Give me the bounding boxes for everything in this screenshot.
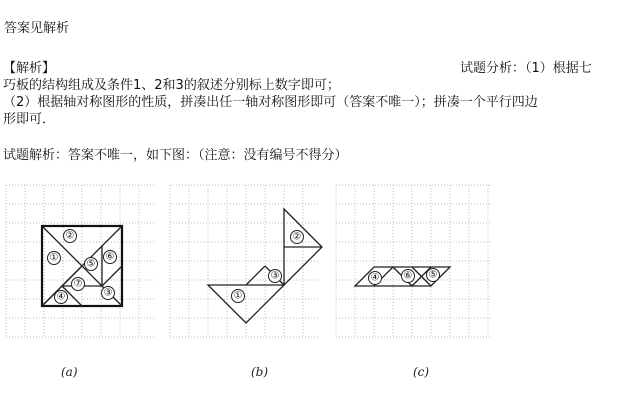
piece-label-6 [402,270,415,283]
analysis-tag: 【解析】 [3,61,56,76]
figure-c-grid [336,185,490,337]
point2-line1: （2）根据轴对称图形的性质，拼凑出任一轴对称图形即可（答案不唯一）；拼凑一个平行四边 [3,95,538,110]
svg-text:②: ② [65,230,75,242]
piece-label-5 [85,258,98,271]
solution-line: 试题解析：答案不唯一，如下图：（注意：没有编号不得分） [3,148,348,163]
svg-text:④: ④ [370,272,380,284]
figure-c-labels [369,269,440,285]
piece-label-6 [104,251,117,264]
svg-text:⑥: ⑥ [403,270,413,282]
svg-text:③: ③ [270,270,280,282]
svg-text:①: ① [233,290,243,302]
answer-heading: 答案见解析 [4,21,70,36]
piece-label-2 [64,230,77,243]
piece-label-4 [369,272,382,285]
point1-start: （1）根据七 [525,61,592,76]
svg-text:④: ④ [56,291,66,303]
figure-b-grid [170,185,320,337]
figure-a-caption: (a) [61,365,78,379]
piece-label-2 [291,231,304,244]
point2-line2: 形即可． [3,112,56,127]
piece-label-5 [427,269,440,282]
piece-label-1 [232,290,245,303]
svg-text:⑤: ⑤ [428,269,438,281]
svg-text:①: ① [49,252,59,264]
analysis-label-text: 试题分析 [460,61,513,76]
figure-a-grid [6,185,155,337]
point1-line2: 巧板的结构组成及条件1、2和3的叙述分别标上数字即可； [3,78,340,93]
piece-label-3 [269,270,282,283]
svg-text:②: ② [292,231,302,243]
svg-text:⑦: ⑦ [73,278,83,290]
svg-text:⑥: ⑥ [105,251,115,263]
svg-text:③: ③ [103,287,113,299]
piece-label-7 [72,278,85,291]
svg-text:⑤: ⑤ [86,258,96,270]
piece-label-3 [102,287,115,300]
piece-label-4 [55,291,68,304]
figure-c-caption: (c) [413,365,430,379]
figure-b-caption: (b) [251,365,269,379]
figure-b-labels [232,231,304,303]
piece-label-1 [48,252,61,265]
analysis-colon: ： [512,61,526,76]
